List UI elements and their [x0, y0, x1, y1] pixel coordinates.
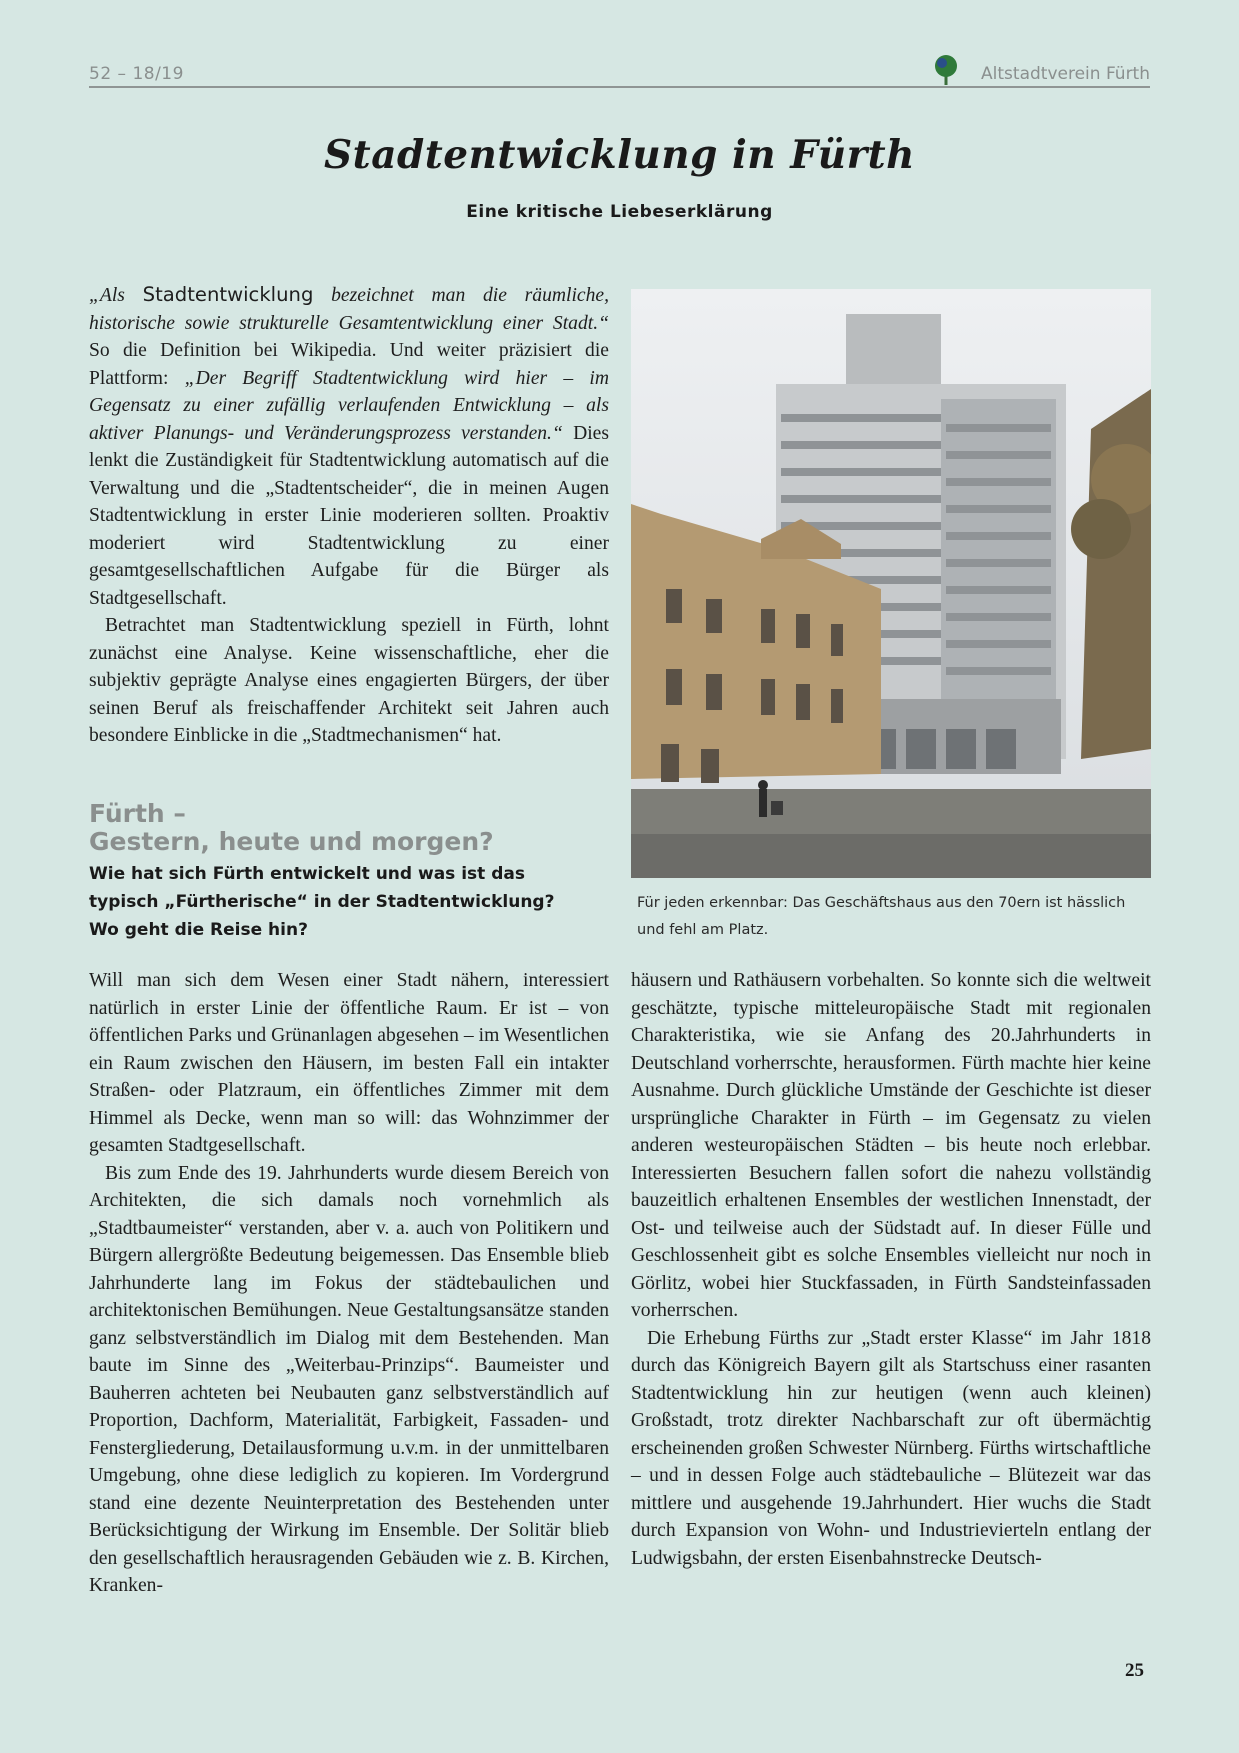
intro-text-run: Stadtentwicklung — [142, 283, 314, 306]
intro-text-run: Betrachtet man Stadtentwicklung speziell in Fürth, lohnt zunächst eine Analyse. Keine wissenschaftliche, eher die subjektiv geprägte Analyse eines engagierten Bürgers, der über seinen Beruf als freischaffender Architekt seit Jahren auch besondere Einblicke in die „Stadtmechanismen“ hat. — [89, 615, 609, 746]
intro-text-run: „Als — [89, 285, 143, 306]
section-subheading — [89, 860, 609, 944]
intro-paragraph — [89, 612, 609, 750]
page-number: 25 — [1125, 1660, 1144, 1681]
section-subheading-line: typisch „Fürtherische“ in der Stadtentwicklung? — [89, 892, 555, 912]
section-heading — [89, 800, 609, 856]
intro-text — [89, 281, 609, 750]
body-column-right — [631, 967, 1151, 1572]
header-divider — [89, 86, 1150, 88]
body-paragraph: häusern und Rathäusern vorbehalten. So konnte sich die weltweit geschätzte, typische mitteleuropäische Stadt mit regionalen Charakteristika, wie sie Anfang des 20.Jahrhunderts in Deutschland vorherrschte, herausformen. Fürth machte hier keine Ausnahme. Durch glückliche Umstände der Geschichte ist dieser ursprüngliche Charakter in Fürth – im Gegensatz zu vielen anderen westeuropäischen Städten – bis heute noch erlebbar. Interessierten Besuchern fallen sofort die nahezu vollständig bauzeitlich erhaltenen Ensembles der westlichen Innenstadt, der Ost- und teilweise auch der Südstadt auf. In dieser Fülle und Geschlossenheit gibt es solche Ensembles vielleicht nur noch in Görlitz, wobei hier Stuckfassaden, in Fürth Sandsteinfassaden vorherrschen. — [631, 970, 1151, 1321]
intro-text-run: bezeichnet man die räumliche, historische sowie strukturelle Gesamtentwicklung einer Stadt.“ — [89, 285, 610, 334]
issue-label: 52 – 18/19 — [89, 64, 184, 84]
intro-text-run: „Der Begriff Stadtentwicklung wird hier – im Gegensatz zu einer zufällig verlaufenden Entwicklung – als aktiver Planungs- und Veränderungsprozess verstanden.“ — [89, 367, 610, 444]
body-paragraph: Die Erhebung Fürths zur „Stadt erster Klasse“ im Jahr 1818 durch das Königreich Bayern gilt als Startschuss einer rasanten Stadtentwicklung hin zur heutigen (wenn auch kleinen) Großstadt, trotz direkter Nachbarschaft zur oft übermächtig erscheinenden großen Schwester Nürnberg. Fürths wirtschaftliche – und in dessen Folge auch städtebauliche – Blütezeit war das mittlere und ausgehende 19.Jahrhundert. Hier wuchs die Stadt durch Expansion von Wohn- und Industrievierteln entlang der Ludwigsbahn, der ersten Eisenbahnstrecke Deutsch- — [631, 1327, 1151, 1569]
section-subheading-line: Wo geht die Reise hin? — [89, 920, 308, 940]
publication-name: Altstadtverein Fürth — [981, 64, 1150, 84]
body-paragraph: Bis zum Ende des 19. Jahrhunderts wurde diesem Bereich von Architekten, die sich damals noch vornehmlich als „Stadtbaumeister“ verstanden, aber v. a. auch von Politikern und Bürgern allergrößte Bedeutung beigemessen. Das Ensemble blieb Jahrhunderte lang im Fokus der städtebaulichen und architektonischen Bemühungen. Neue Gestaltungsansätze standen ganz selbstverständlich im Dialog mit dem Bestehenden. Man baute im Sinne des „Weiterbau-Prinzips“. Baumeister und Bauherren achteten bei Neubauten ganz selbstverständlich auf Proportion, Dachform, Materialität, Farbigkeit, Fassaden- und Fenstergliederung, Detailausformung u.v.m. in der unmittelbaren Umgebung, ohne diese lediglich zu kopieren. Im Vordergrund stand eine dezente Neuinterpretation des Bestehenden unter Berücksichtigung der Wirkung im Ensemble. Der Solitär blieb den gesellschaftlich herausragenden Gebäuden wie z. B. Kirchen, Kranken- — [89, 1162, 609, 1596]
article-photo — [631, 289, 1151, 878]
section-heading-line: Gestern, heute und morgen? — [89, 827, 494, 856]
intro-paragraph — [89, 281, 609, 612]
article-subtitle: Eine kritische Liebeserklärung — [466, 202, 773, 222]
tree-icon — [933, 54, 959, 86]
intro-text-run: Dies lenkt die Zuständigkeit für Stadtentwicklung automatisch auf die Verwaltung und die „Stadtentscheider“, die in meinen Augen Stadtentwicklung in erster Linie moderieren sollten. Proaktiv moderiert wird Stadtentwicklung zu einer gesamtgesellschaftlichen Aufgabe für die Bürger als Stadtgesellschaft. — [89, 422, 609, 609]
section-heading-line: Fürth – — [89, 799, 186, 828]
section-subheading-line: Wie hat sich Fürth entwickelt und was ist das — [89, 864, 525, 884]
body-column-left — [89, 967, 609, 1600]
photo-caption: Für jeden erkennbar: Das Geschäftshaus aus den 70ern ist hässlich und fehl am Platz. — [637, 895, 1126, 938]
body-paragraph: Will man sich dem Wesen einer Stadt nähern, interessiert natürlich in erster Linie der öffentliche Raum. Er ist – von öffentlichen Parks und Grünanlagen abgesehen – im Wesentlichen ein Raum zwischen den Häusern, im besten Fall ein intakter Straßen- oder Platzraum, ein öffentliches Zimmer mit dem Himmel als Decke, wenn man so will: das Wohnzimmer der gesamten Stadtgesellschaft. — [89, 970, 609, 1156]
article-title: Stadtentwicklung in Fürth — [324, 132, 915, 178]
intro-text-run: So die Definition bei Wikipedia. Und weiter präzisiert die Plattform: — [89, 340, 609, 389]
